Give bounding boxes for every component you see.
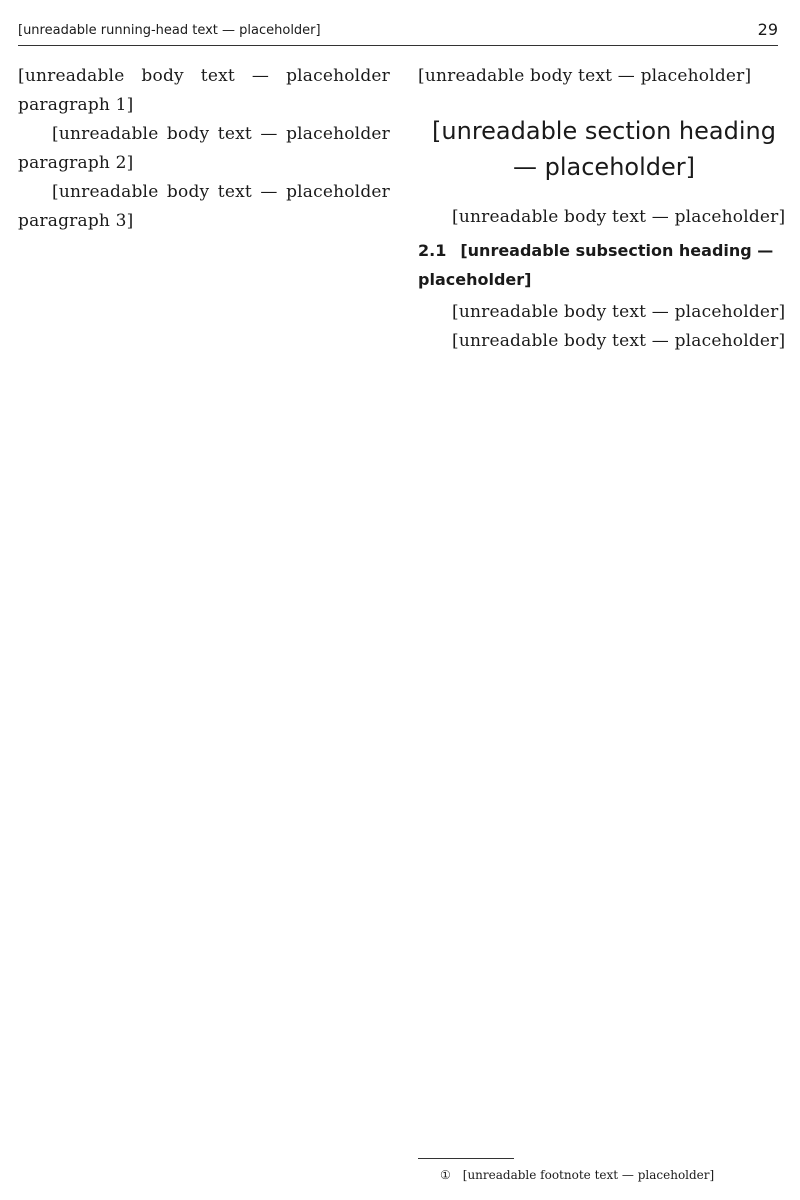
body-paragraph: [unreadable body text — placeholder paragraph 3] (18, 182, 390, 231)
footnote-marker: ① (440, 1168, 451, 1182)
body-paragraph: [unreadable body text — placeholder paragraph 2] (18, 124, 390, 173)
right-column (418, 62, 790, 1130)
body-paragraph: [unreadable body text — placeholder] (452, 302, 786, 322)
header-divider (18, 45, 778, 46)
footnote-text: [unreadable footnote text — placeholder] (462, 1168, 715, 1182)
body-paragraph: [unreadable body text — placeholder] (452, 207, 786, 227)
page-number: 29 (757, 20, 778, 39)
body-paragraph: [unreadable body text — placeholder] (452, 331, 786, 351)
subsection-number: 2.1 (418, 241, 447, 260)
body-paragraph: [unreadable body text — placeholder] (418, 66, 752, 86)
running-title: [unreadable running-head text — placeholder] (18, 23, 321, 38)
subsection-heading (418, 236, 790, 294)
subsection-title: [unreadable subsection heading — placeholder] (418, 241, 774, 289)
left-column (18, 62, 390, 1130)
section-heading (418, 113, 790, 185)
running-header (18, 20, 778, 44)
footnote-divider (418, 1158, 514, 1159)
section-heading-line: [unreadable section heading — placeholder] (432, 117, 776, 181)
footnote (440, 1166, 778, 1184)
body-paragraph: [unreadable body text — placeholder paragraph 1] (18, 66, 390, 115)
